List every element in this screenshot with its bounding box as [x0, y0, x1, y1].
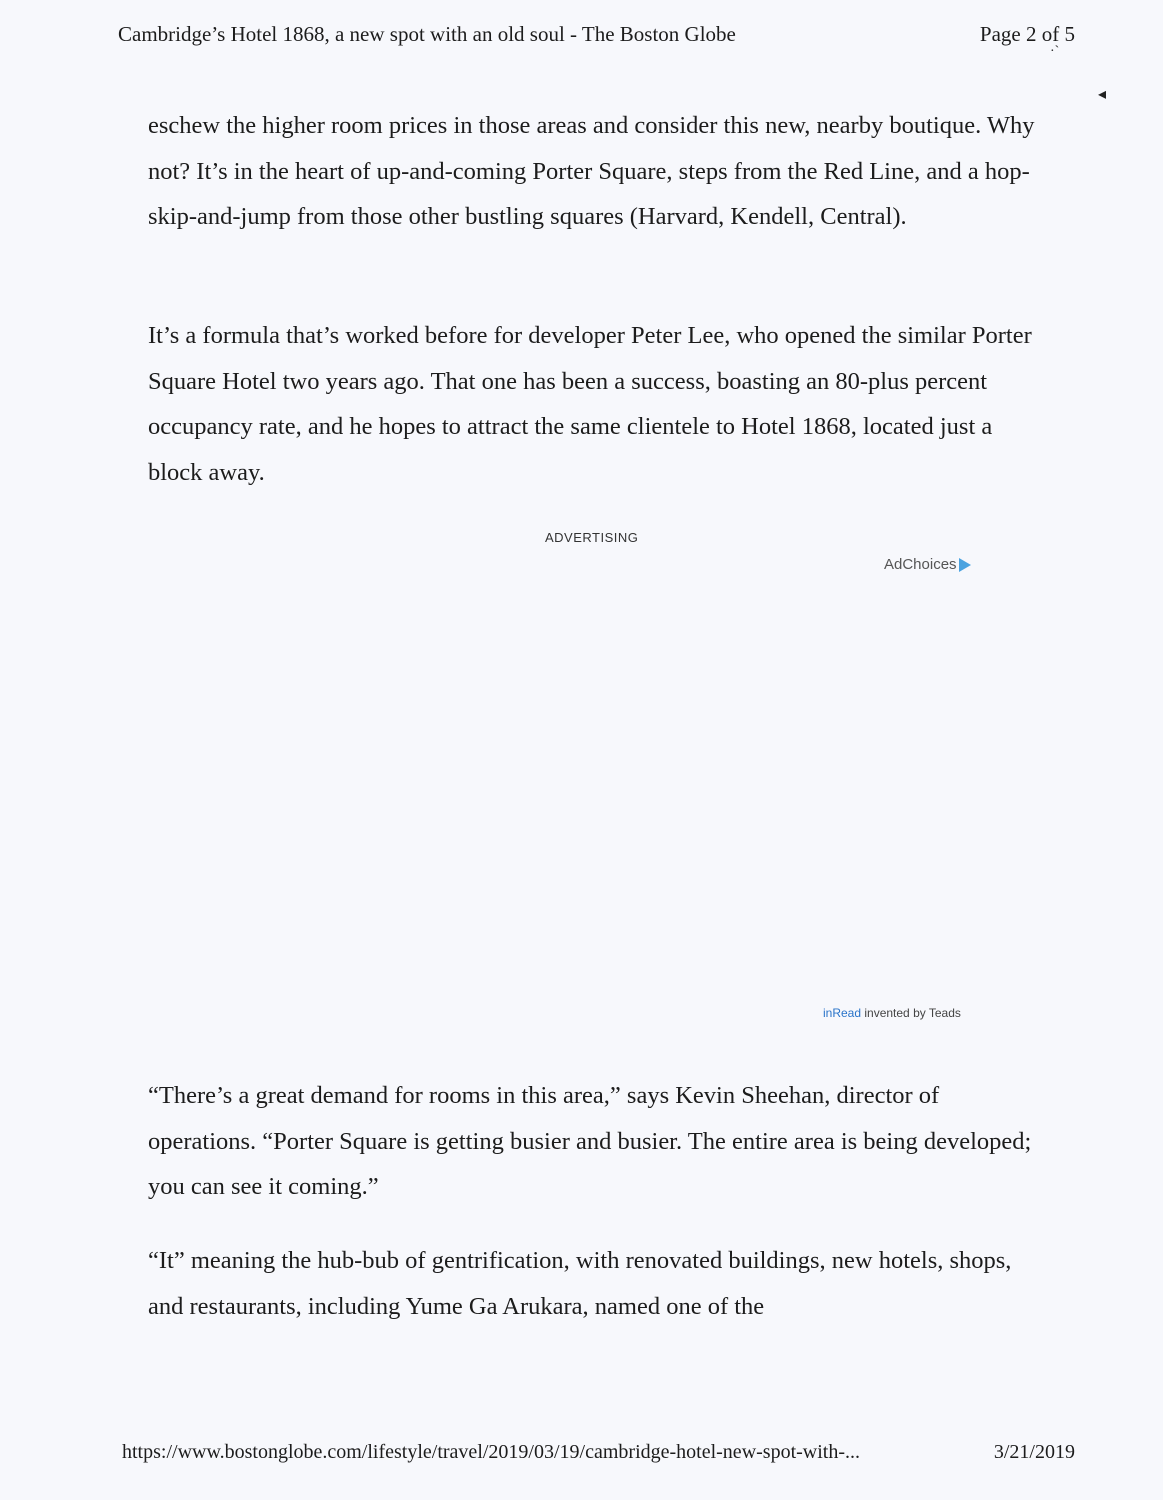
scan-speck: ◂: [1098, 86, 1107, 103]
scan-speck: ·ˋ: [1050, 44, 1060, 59]
adchoices-label: AdChoices: [884, 556, 957, 573]
inread-suffix: invented by Teads: [861, 1006, 961, 1020]
ad-slot[interactable]: [148, 580, 988, 1000]
paragraph-text: “It” meaning the hub-bub of gentrification, with renovated buildings, new hotels, shops, and restaurants, including Yume Ga Arukara, named one of the: [148, 1247, 1012, 1320]
paragraph-text: It’s a formula that’s worked before for developer Peter Lee, who opened the similar Porter Square Hotel two years ago. That one has been a success, boasting an 80-plus percent occupancy rate, and he hopes to attract the same clientele to Hotel 1868, located just a block away.: [148, 322, 1032, 486]
print-header: [118, 22, 1075, 50]
paragraph-text: eschew the higher room prices in those areas and consider this new, nearby boutique. Why not? It’s in the heart of up-and-coming Porter Square, steps from the Red Line, and a hop-skip-and-jump from those other bustling squares (Harvard, Kendell, Central).: [148, 112, 1035, 230]
inread-brand: inRead: [823, 1006, 862, 1020]
page-number: Page 2 of 5: [979, 22, 1075, 46]
article-paragraph: [148, 103, 1048, 240]
article-paragraph: [148, 313, 1048, 495]
inread-credit[interactable]: [823, 1006, 961, 1020]
adchoices-icon: [959, 558, 971, 572]
advertising-label: ADVERTISING: [545, 530, 639, 545]
article-paragraph: [148, 1238, 1048, 1329]
article-paragraph: [148, 1073, 1048, 1210]
page-url: https://www.bostonglobe.com/lifestyle/travel/2019/03/19/cambridge-hotel-new-spot-with-...: [122, 1441, 861, 1463]
print-date: 3/21/2019: [993, 1441, 1075, 1463]
page-title: Cambridge’s Hotel 1868, a new spot with an old soul - The Boston Globe: [118, 22, 736, 46]
adchoices-link[interactable]: [884, 556, 971, 573]
paragraph-text: “There’s a great demand for rooms in this area,” says Kevin Sheehan, director of operations. “Porter Square is getting busier and busier. The entire area is being developed; you can see it coming.”: [148, 1082, 1032, 1200]
